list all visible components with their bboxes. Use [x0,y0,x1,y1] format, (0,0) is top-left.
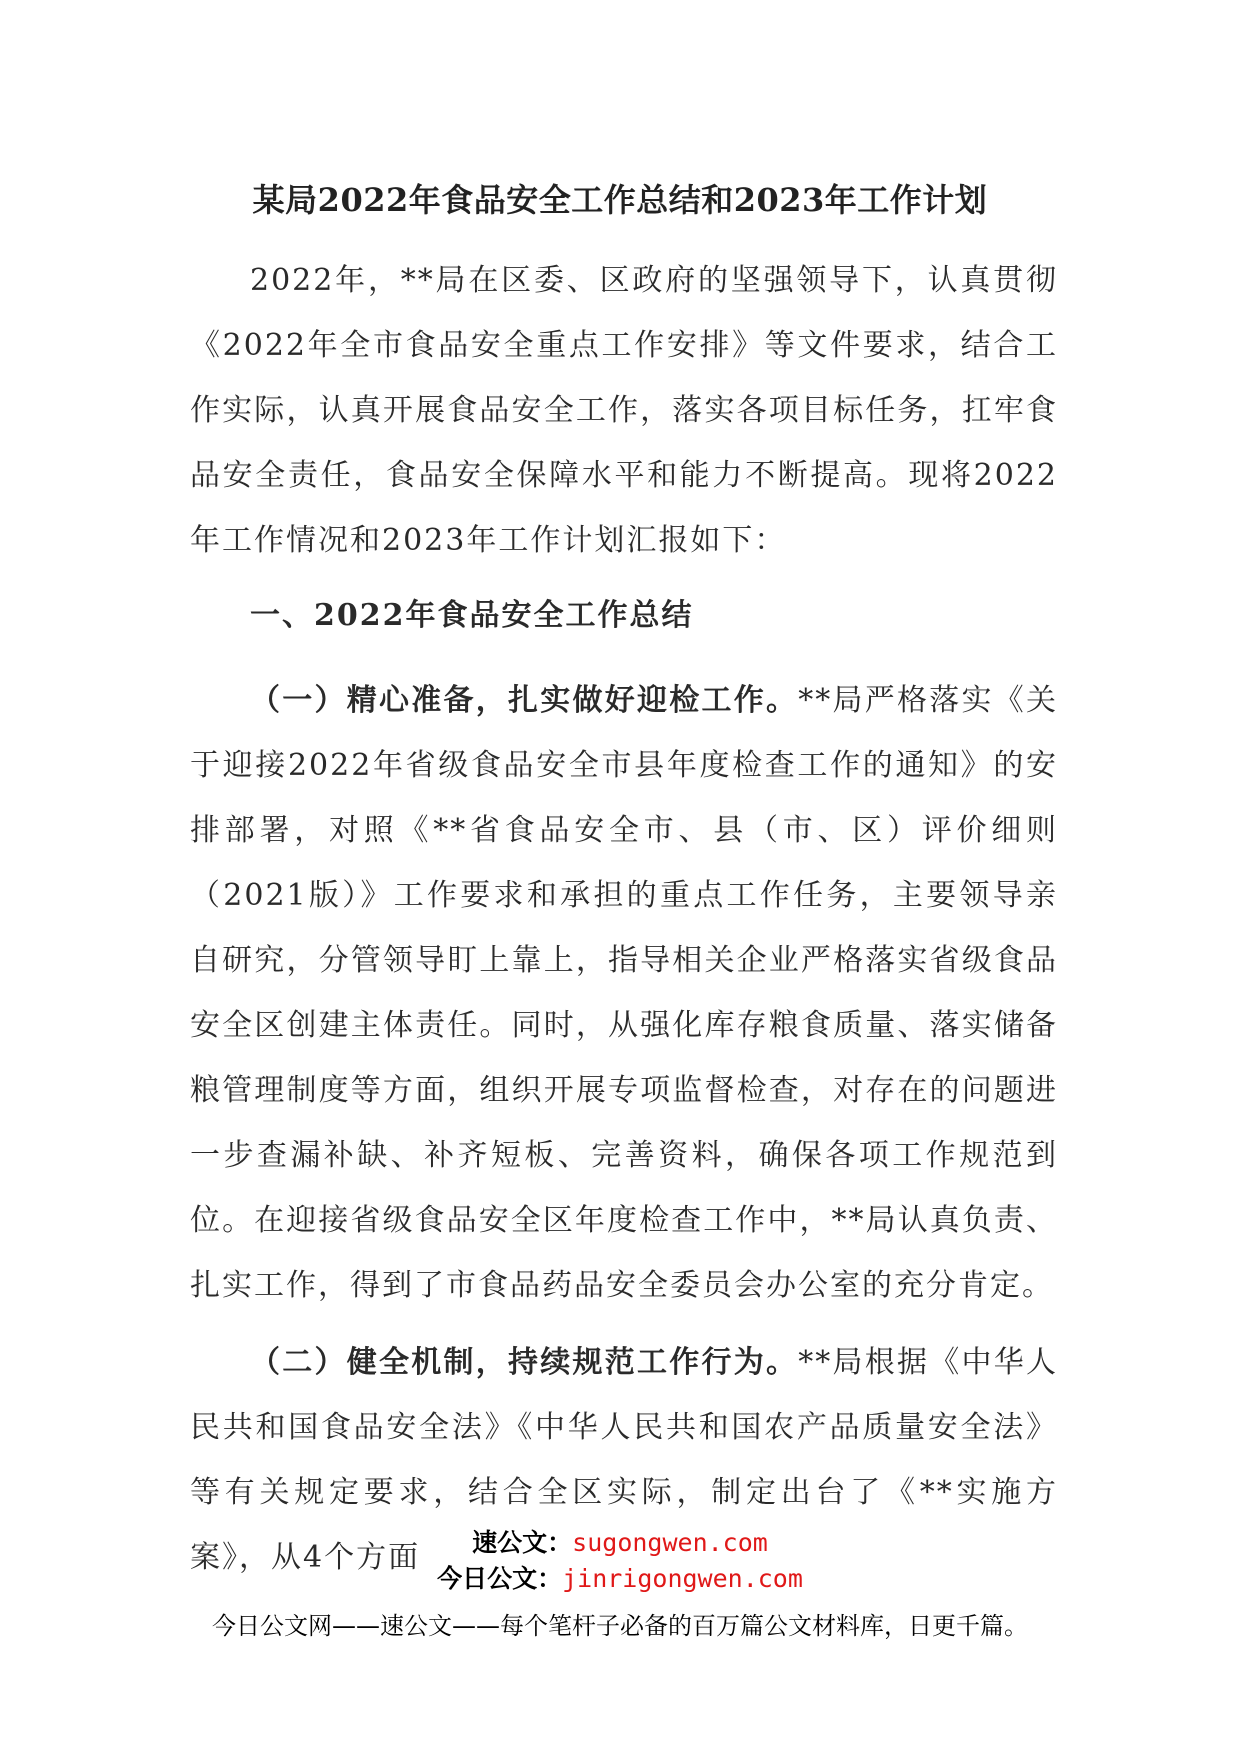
footer-label-2: 今日公文： [437,1564,563,1593]
paragraph-1-text: **局严格落实《关于迎接2022年省级食品安全市县年度检查工作的通知》的安排部署，对照《**省食品安全市、县（市、区）评价细则（2021版）》工作要求和承担的重点工作任务，主要领导亲自研究，分管领导盯上靠上，指导相关企业严格落实省级食品安全区创建主体责任。同时，从强化库存粮食质量、落实储备粮管理制度等方面，组织开展专项监督检查，对存在的问题进一步查漏补缺、补齐短板、完善资料，确保各项工作规范到位。在迎接省级食品安全区年度检查工作中，**局认真负责、扎实工作，得到了市食品药品安全委员会办公室的充分肯定。 [190,683,1058,1303]
section-heading-1 [190,583,1058,648]
intro-paragraph [190,248,1058,573]
paragraph-2-text: **局根据《中华人民共和国食品安全法》《中华人民共和国农产品质量安全法》等有关规定要求，结合全区实际，制定出台了《**实施方案》，从4个方面 [190,1345,1058,1575]
footer-link-jinrigongwen[interactable]: jinrigongwen.com [562,1564,803,1593]
section-heading-1-text: 一、2022年食品安全工作总结 [250,598,694,633]
footer-slogan: 今日公文网——速公文——每个笔杆子必备的百万篇公文材料库，日更千篇。 [212,1612,1028,1640]
intro-text: 2022年，**局在区委、区政府的坚强领导下，认真贯彻《2022年全市食品安全重点工作安排》等文件要求，结合工作实际，认真开展食品安全工作，落实各项目标任务，扛牢食品安全责任，食品安全保障水平和能力不断提高。现将2022年工作情况和2023年工作计划汇报如下： [190,263,1058,558]
footer-label-1: 速公文： [472,1528,573,1557]
paragraph-2-lead: （二）健全机制，持续规范工作行为。 [250,1345,799,1380]
footer-line-2 [0,1560,1240,1598]
footer-link-sugongwen[interactable]: sugongwen.com [572,1528,768,1557]
footer-line-1 [0,1524,1240,1562]
paragraph-1-lead: （一）精心准备，扎实做好迎检工作。 [250,683,799,718]
document-title: 某局2022年食品安全工作总结和2023年工作计划 [252,181,988,219]
paragraph-1 [190,668,1058,1318]
